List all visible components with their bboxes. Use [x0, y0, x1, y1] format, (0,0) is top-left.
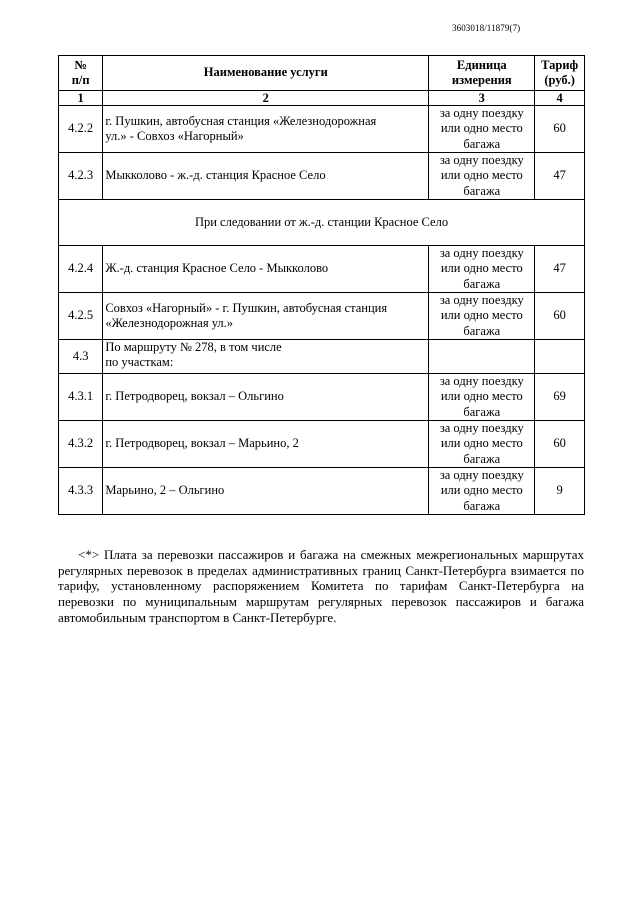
column-index: 2	[103, 91, 429, 106]
rate: 60	[535, 421, 585, 468]
service-name: г. Пушкин, автобусная станция «Железнодорожная ул.» - Совхоз «Нагорный»	[103, 106, 429, 153]
service-name: Ж.-д. станция Красное Село - Мыкколово	[103, 246, 429, 293]
section-heading: При следовании от ж.-д. станции Красное Село	[59, 200, 585, 246]
unit: за одну поездку или одно место багажа	[429, 293, 535, 340]
unit: за одну поездку или одно место багажа	[429, 421, 535, 468]
table-row	[59, 340, 585, 374]
rate: 9	[535, 468, 585, 515]
row-number: 4.2.4	[59, 246, 103, 293]
unit	[429, 340, 535, 374]
service-name: Совхоз «Нагорный» - г. Пушкин, автобусная станция «Железнодорожная ул.»	[103, 293, 429, 340]
service-name: Мыкколово - ж.-д. станция Красное Село	[103, 153, 429, 200]
service-name: г. Петродворец, вокзал – Ольгино	[103, 374, 429, 421]
table-row	[59, 468, 585, 515]
table-row	[59, 293, 585, 340]
header-unit: Единица измерения	[429, 56, 535, 91]
unit: за одну поездку или одно место багажа	[429, 246, 535, 293]
rate: 60	[535, 293, 585, 340]
unit: за одну поездку или одно место багажа	[429, 374, 535, 421]
rate: 69	[535, 374, 585, 421]
row-number: 4.2.2	[59, 106, 103, 153]
unit: за одну поездку или одно место багажа	[429, 153, 535, 200]
column-index: 1	[59, 91, 103, 106]
section-heading-row	[59, 200, 585, 246]
unit: за одну поездку или одно место багажа	[429, 468, 535, 515]
service-name: По маршруту № 278, в том числе по участкам:	[103, 340, 429, 374]
column-index: 4	[535, 91, 585, 106]
row-number: 4.3.3	[59, 468, 103, 515]
rate: 47	[535, 246, 585, 293]
unit: за одну поездку или одно место багажа	[429, 106, 535, 153]
footnote: <*> Плата за перевозки пассажиров и багажа на смежных межрегиональных маршрутах регулярных перевозок в пределах административных границ Санкт-Петербурга взимается по тарифу, установленному распоряжением Комитета по тарифам Санкт-Петербурга на перевозки по муниципальным маршрутам регулярных перевозок пассажиров и багажа автомобильным транспортом в Санкт-Петербурге.	[58, 547, 584, 625]
rate: 60	[535, 106, 585, 153]
table-header-row	[59, 56, 585, 91]
header-service-name: Наименование услуги	[103, 56, 429, 91]
header-rate: Тариф (руб.)	[535, 56, 585, 91]
row-number: 4.3.1	[59, 374, 103, 421]
table-row	[59, 374, 585, 421]
table-row	[59, 246, 585, 293]
service-name: Марьино, 2 – Ольгино	[103, 468, 429, 515]
table-row	[59, 421, 585, 468]
row-number: 4.3.2	[59, 421, 103, 468]
column-index: 3	[429, 91, 535, 106]
table-row	[59, 106, 585, 153]
table-row	[59, 153, 585, 200]
row-number: 4.2.5	[59, 293, 103, 340]
column-index-row	[59, 91, 585, 106]
header-no: № п/п	[59, 56, 103, 91]
rate: 47	[535, 153, 585, 200]
row-number: 4.2.3	[59, 153, 103, 200]
row-number: 4.3	[59, 340, 103, 374]
tariff-table	[58, 55, 585, 515]
document-code: 3603018/11879(7)	[452, 23, 521, 33]
rate	[535, 340, 585, 374]
service-name: г. Петродворец, вокзал – Марьино, 2	[103, 421, 429, 468]
